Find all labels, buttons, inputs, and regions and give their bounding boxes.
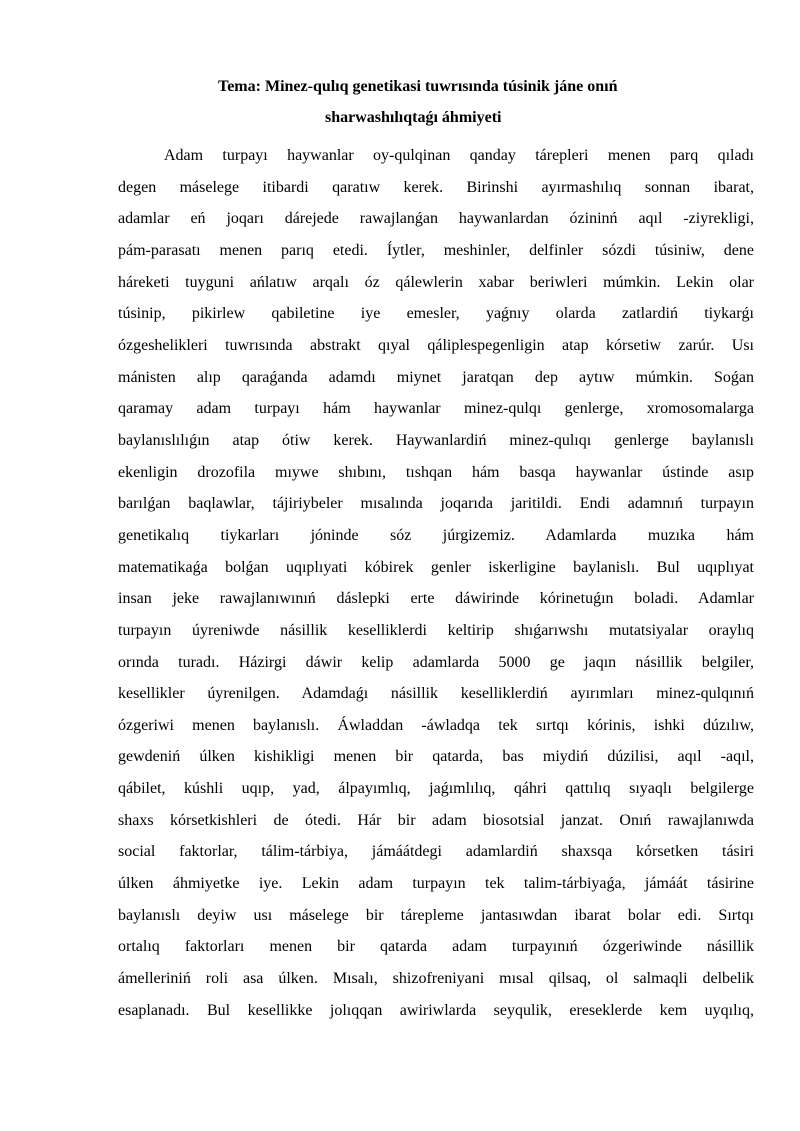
text-line: ózgeshelikleri tuwrısında abstrakt qıyal qáliplespegenligin atap kórsetiw zarúr. Usı (118, 336, 754, 354)
document-title-line-1: Tema: Minez-qulıq genetikasi tuwrısında túsinik jáne onıń (218, 78, 618, 95)
text-line: shaxs kórsetkishleri de ótedi. Hár bir adam biosotsial janzat. Onıń rawajlanıwda (118, 811, 754, 829)
text-line: baylanıslılıǵın atap ótiw kerek. Haywanlardiń minez-qulıqı genlerge baylanıslı (118, 431, 754, 449)
text-line: háreketi tuyguni ańlatıw arqalı óz qálewlerin xabar beriwleri múmkin. Lekin olar (118, 273, 754, 291)
text-line: ekenligin drozofila mıywe shıbını, tıshqan hám basqa haywanlar ústinde asıp (118, 463, 754, 481)
text-line: ortalıq faktorları menen bir qatarda adam turpayınıń ózgeriwinde násillik (118, 938, 754, 956)
text-line: degen máselege itibardi qaratıw kerek. Birinshi ayırmashılıq sonnan ibarat, (118, 178, 754, 196)
text-line: adamlar eń joqarı dárejede rawajlanǵan haywanlardan ózininń aqıl -ziyrekligi, (118, 210, 754, 228)
text-line: gewdeniń úlken kishikligi menen bir qatarda, bas miydiń dúzilisi, aqıl -aqıl, (118, 748, 754, 766)
text-line: barılǵan baqlawlar, tájiriybeler mısalında joqarıda jaritildi. Endi adamnıń turpayın (118, 495, 754, 513)
text-line: baylanıslı deyiw usı máselege bir tárepleme jantasıwdan ibarat bolar edi. Sırtqı (118, 906, 754, 924)
text-line: Adam turpayı haywanlar oy-qulqinan qanday tárepleri menen parq qıladı (164, 147, 754, 164)
document-title-line-2: sharwashılıqtaǵı áhmiyeti (325, 109, 502, 126)
text-line: social faktorlar, tálim-tárbiya, jámáátdegi adamlardiń shaxsqa kórsetken tásiri (118, 843, 754, 861)
text-line: genetikalıq tiykarları jóninde sóz júrgizemiz. Adamlarda muzıka hám (118, 526, 754, 544)
text-line: ámelleriniń roli asa úlken. Mısalı, shizofreniyani mısal qilsaq, ol salmaqli delbelik (118, 970, 754, 988)
text-line: insan jeke rawajlanıwınıń dáslepki erte dáwirinde kórinetuǵın boladi. Adamlar (118, 590, 754, 608)
text-line: kesellikler úyrenilgen. Adamdaǵı násillik keselliklerdiń ayırımları minez-qulqınıń (118, 685, 754, 703)
text-line: qaramay adam turpayı hám haywanlar minez-qulqı genlerge, xromosomalarga (118, 400, 754, 418)
text-line: matematikaǵa bolǵan uqıplıyati kóbirek genler iskerligine baylanislı. Bul uqıplıyat (118, 558, 754, 576)
text-line: mánisten alıp qaraǵanda adamdı miynet jaratqan dep aytıw múmkin. Soǵan (118, 368, 754, 386)
text-line: turpayın úyreniwde násillik keselliklerdi keltirip shıǵarıwshı mutatsiyalar oraylıq (118, 621, 754, 639)
text-line: pám-parasatı menen parıq etedi. Íytler, meshinler, delfinler sózdi túsiniw, dene (118, 241, 754, 259)
text-line: úlken áhmiyetke iye. Lekin adam turpayın tek talim-tárbiyaǵa, jámáát tásirine (118, 875, 754, 893)
text-line: qábilet, kúshli uqıp, yad, álpayımlıq, jaǵımlılıq, qáhri qattılıq sıyaqlı belgilerge (118, 780, 754, 798)
text-line: túsinip, pikirlew qabiletine iye emesler, yaǵnıy olarda zatlardiń tiykarǵı (118, 305, 754, 323)
document-body (118, 140, 754, 1026)
text-line: ózgeriwi menen baylanıslı. Áwladdan -áwladqa tek sırtqı kórinis, ishki dúzılıw, (118, 716, 754, 734)
text-line: orında turadı. Házirgi dáwir kelip adamlarda 5000 ge jaqın násillik belgiler, (118, 653, 754, 671)
text-line: esaplanadı. Bul kesellikke jolıqqan awiriwlarda seyqulik, ereseklerde kem uyqılıq, (118, 1001, 754, 1019)
